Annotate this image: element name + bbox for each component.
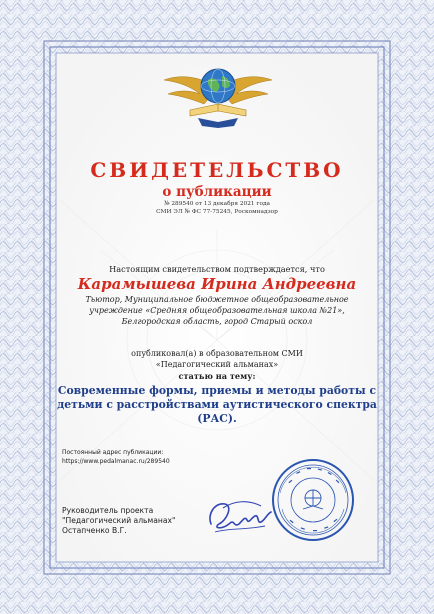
- registration-number: № 289540 от 13 декабря 2021 года: [164, 201, 270, 207]
- published-line: опубликовал(а) в образовательном СМИ: [131, 349, 303, 358]
- position-line: Белгородская область, город Старый оскол: [121, 317, 313, 326]
- article-title-line: (РАС).: [197, 412, 237, 425]
- publication-address: [62, 448, 170, 466]
- position-line: Тьютор, Муниципальное бюджетное общеобразовательное: [85, 295, 349, 304]
- stamp-seal: [270, 457, 356, 543]
- article-title-line: детьми с расстройствами аутистического спектра: [57, 398, 377, 411]
- certificate-subtitle: о публикации: [162, 184, 272, 200]
- intro-text: Настоящим свидетельством подтверждается, что: [109, 264, 325, 274]
- address-url[interactable]: https://www.pedalmanac.ru/289540: [62, 458, 170, 465]
- article-title-line: Современные формы, приемы и методы работы с: [57, 384, 377, 397]
- position-line: учреждение «Средняя общеобразовательная школа №21»,: [89, 306, 345, 315]
- globe-book-emblem: [160, 58, 276, 130]
- head-title: Руководитель проекта: [62, 506, 154, 515]
- journal-name: «Педагогический альманах»: [155, 360, 279, 369]
- head-name: Остапченко В.Г.: [62, 526, 127, 535]
- head-project: "Педагогический альманах": [62, 516, 176, 525]
- person-name: Карамышева Ирина Андреевна: [77, 275, 357, 293]
- project-head: [62, 506, 176, 536]
- certificate-title: СВИДЕТЕЛЬСТВО: [90, 158, 344, 182]
- article-label: статью на тему:: [178, 371, 256, 381]
- smi-registration: СМИ ЭЛ № ФС 77-75245, Роскомнадзор: [156, 209, 278, 215]
- signature-image: [205, 494, 275, 538]
- address-label: Постоянный адрес публикации:: [62, 449, 164, 456]
